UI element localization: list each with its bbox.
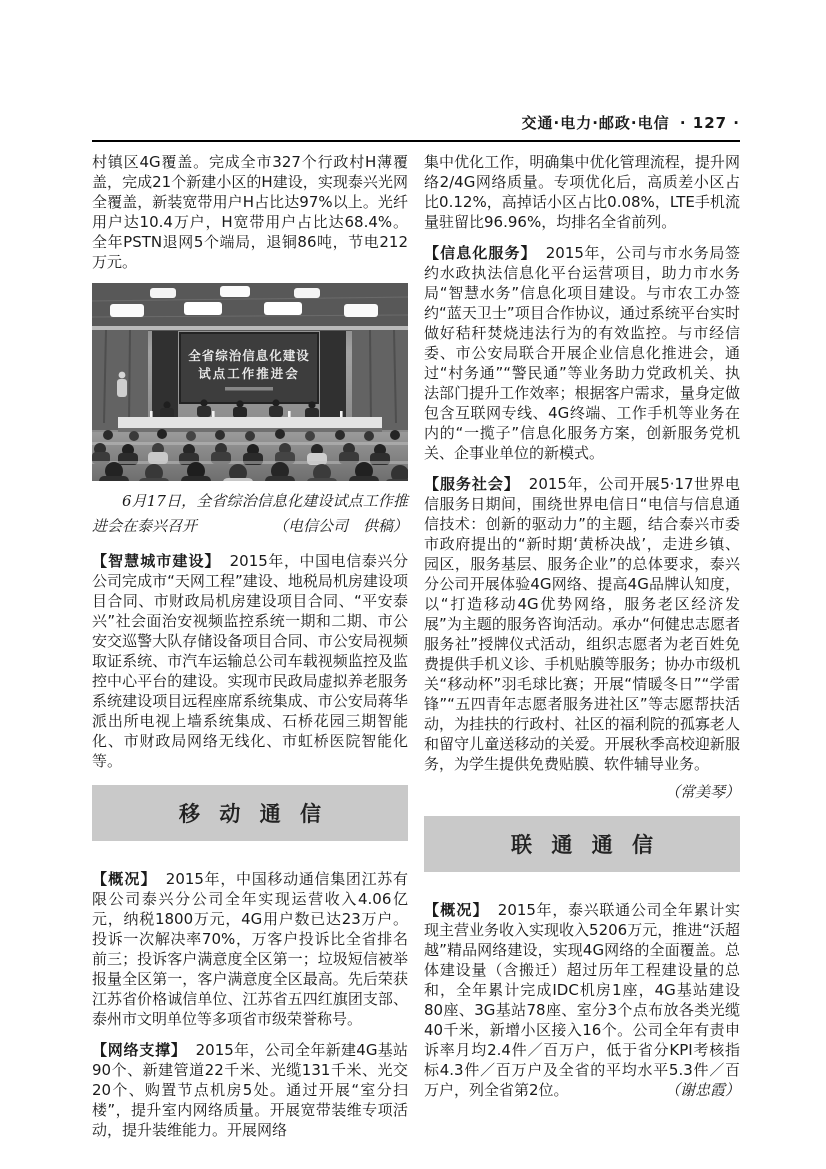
left-column xyxy=(92,152,408,1151)
photo-banner-line2: 试点工作推进会 xyxy=(198,366,300,381)
photo-caption-text: 6月17日，全省综治信息化建设试点工作推进会在泰兴召开 xyxy=(92,492,408,535)
photo-caption xyxy=(92,489,408,539)
entry-text-mobile-overview: 2015年，中国移动通信集团江苏有限公司泰兴分公司全年实现运营收入4.06亿元，纳税1800万元，4G用户数已达23万户。投诉一次解决率70%，万客户投诉比全省排名前三；投诉客户满意度全区第一；垃圾短信被举报量全区第一，客户满意度全区最高。先后荣获江苏省价格诚信单位、江苏省五四红旗团支部、泰州市文明单位等多项省市级荣誉称号。 xyxy=(92,870,408,1028)
right-column xyxy=(424,152,740,1151)
signature-author-mobile: （常美琴） xyxy=(664,783,740,801)
entry-label-mobile-overview: 【概况】 xyxy=(92,870,157,888)
entry-label-social-service: 【服务社会】 xyxy=(424,475,520,493)
photo-credit: （电信公司 供稿） xyxy=(272,517,408,535)
two-column-layout xyxy=(92,152,740,1151)
paragraph-broadband-continuation xyxy=(92,152,408,272)
entry-text-smart-city: 2015年，中国电信泰兴分公司完成市“天网工程”建设、地税局机房建设项目合同、市财政局机房建设项目合同、“平安泰兴”社会面治安视频监控系统一期和二期、市公安交巡警大队存储设备项目合同、市公安局视频取证系统、市汽车运输总公司车载视频监控及监控中心平台的建设。实现市民政局虚拟养老服务系统建设项目远程座席系统集成、市公安局蒋华派出所电视上墙系统集成、石桥花园三期智能化、市财政局网络无线化、市虹桥医院智能化等。 xyxy=(92,552,408,770)
signature-author-unicom: （谢忠霞） xyxy=(664,1081,740,1099)
entry-info-service xyxy=(424,243,740,463)
header-section-title: 交通·电力·邮政·电信 xyxy=(521,114,670,132)
entry-unicom-overview xyxy=(424,900,740,1100)
photo-banner-line1: 全省综治信息化建设 xyxy=(188,348,310,363)
section-header-mobile: 移 动 通 信 xyxy=(92,785,408,841)
meeting-photo-illustration xyxy=(92,283,408,481)
entry-social-service xyxy=(424,474,740,774)
section-header-unicom: 联 通 通 信 xyxy=(424,816,740,872)
meeting-photo xyxy=(92,283,408,481)
entry-text-network-support: 2015年，公司全年新建4G基站90个、新建管道22千米、光缆131千米、光交20个、购置节点机房5处。通过开展“室分扫楼”，提升室内网络质量。开展宽带装维专项活动，提升装维能力。开展网络 xyxy=(92,1041,408,1139)
paragraph-text: 集中优化工作，明确集中优化管理流程，提升网络2/4G网络质量。专项优化后，高质差小区占比0.12%，高掉话小区占比0.08%，LTE手机流量驻留比96.96%，均排名全省前列。 xyxy=(424,153,740,231)
photo-figure xyxy=(92,283,408,539)
entry-label-smart-city: 【智慧城市建设】 xyxy=(92,552,221,570)
page-content xyxy=(92,112,740,1151)
entry-text-social-service: 2015年，公司开展5·17世界电信服务日期间，围绕世界电信日“电信与信息通信技术：创新的驱动力”的主题，结合泰兴市委市政府提出的“新时期‘黄桥决战’，走进乡镇、园区，服务基层、服务企业”的总体要求，泰兴分公司开展体验4G网络、提高4G品牌认知度，以“打造移动4G优势网络，服务老区经济发展”为主题的服务咨询活动。承办“何健忠志愿者服务社”授牌仪式活动，组织志愿者为老百姓免费提供手机义诊、手机贴膜等服务；协办市级机关“移动杯”羽毛球比赛；开展“情暖冬日”“学雷锋”“五四青年志愿者服务进社区”等志愿帮扶活动，为挂扶的行政村、社区的福利院的孤寡老人和留守儿童送移动的关爱。开展秋季高校迎新服务，为学生提供免费贴膜、软件辅导业务。 xyxy=(424,475,740,773)
entry-label-unicom-overview: 【概况】 xyxy=(424,901,489,919)
page-number: · 127 · xyxy=(679,114,740,132)
entry-text-unicom-overview: 2015年，泰兴联通公司全年累计实现主营业务收入实现收入5206万元，推进“沃超越”精品网络建设，实现4G网络的全面覆盖。总体建设量（含搬迁）超过历年工程建设量的总和，全年累计完成IDC机房1座，4G基站建设80座、3G基站78座、室分3个点布放各类光缆40千米，新增小区接入16个。公司全年有责申诉率月均2.4件／百万户，低于省分KPI考核指标4.3件／百万户及全省的平均水平5.3件／百万户，列全省第2位。 xyxy=(424,901,740,1099)
entry-text-info-service: 2015年，公司与市水务局签约水政执法信息化平台运营项目，助力市水务局“智慧水务”信息化项目建设。与市农工办签约“蓝天卫士”项目合作协议，通过系统平台实时做好秸秆焚烧违法行为的有效监控。与市经信委、市公安局联合开展企业信息化推进会，通过“村务通”“警民通”等业务助力党政机关、执法部门提升工作效率；根据客户需求，量身定做包含互联网专线、4G终端、工作手机等业务在内的“一揽子”信息化服务方案，创新服务党机关、企事业单位的新模式。 xyxy=(424,244,740,462)
entry-label-network-support: 【网络支撑】 xyxy=(92,1041,187,1059)
entry-network-support xyxy=(92,1040,408,1140)
entry-label-info-service: 【信息化服务】 xyxy=(424,244,537,262)
entry-smart-city xyxy=(92,551,408,771)
paragraph-network-continuation xyxy=(424,152,740,232)
entry-mobile-overview xyxy=(92,869,408,1029)
header-rule xyxy=(92,140,740,142)
running-header xyxy=(92,112,740,140)
paragraph-text: 村镇区4G覆盖。完成全市327个行政村H薄覆盖，完成21个新建小区的H建设，实现泰兴光网全覆盖，新装宽带用户H占比达97%以上。光纤用户达10.4万户，H宽带用户占比达68.4%。全年PSTN退网5个端局，退铜86吨，节电212万元。 xyxy=(92,153,408,271)
